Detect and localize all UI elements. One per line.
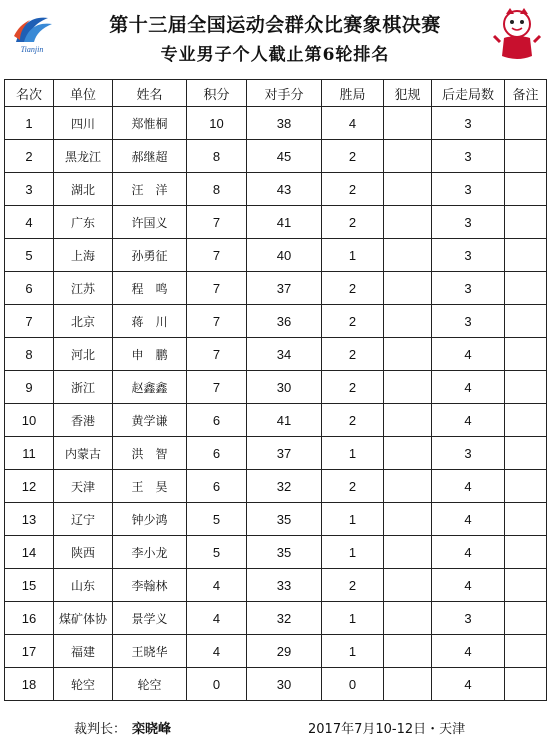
column-header: 后走局数 — [432, 80, 505, 107]
table-row — [5, 602, 547, 635]
cell-unit: 煤矿体协 — [54, 602, 113, 635]
table-row — [5, 569, 547, 602]
cell-unit: 河北 — [54, 338, 113, 371]
cell-name: 郝继超 — [113, 140, 187, 173]
cell-unit: 湖北 — [54, 173, 113, 206]
column-header: 胜局 — [322, 80, 384, 107]
cell-wins: 1 — [322, 635, 384, 668]
cell-wins: 2 — [322, 371, 384, 404]
cell-rank: 16 — [5, 602, 54, 635]
cell-wins: 2 — [322, 305, 384, 338]
cell-points: 4 — [187, 635, 247, 668]
cell-points: 7 — [187, 305, 247, 338]
column-header: 备注 — [505, 80, 547, 107]
cell-name: 赵鑫鑫 — [113, 371, 187, 404]
cell-wins: 2 — [322, 272, 384, 305]
cell-opp: 37 — [247, 272, 322, 305]
column-header: 积分 — [187, 80, 247, 107]
cell-opp: 29 — [247, 635, 322, 668]
referee-line — [74, 718, 171, 737]
table-row — [5, 239, 547, 272]
cell-fouls — [384, 272, 432, 305]
cell-name: 洪 智 — [113, 437, 187, 470]
cell-black: 4 — [432, 668, 505, 701]
cell-opp: 30 — [247, 371, 322, 404]
cell-note — [505, 569, 547, 602]
table-row — [5, 206, 547, 239]
cell-rank: 12 — [5, 470, 54, 503]
cell-unit: 北京 — [54, 305, 113, 338]
cell-black: 4 — [432, 635, 505, 668]
cell-note — [505, 503, 547, 536]
cell-note — [505, 338, 547, 371]
cell-points: 6 — [187, 437, 247, 470]
cell-fouls — [384, 239, 432, 272]
table-row — [5, 338, 547, 371]
cell-note — [505, 371, 547, 404]
cell-black: 3 — [432, 107, 505, 140]
column-header: 对手分 — [247, 80, 322, 107]
cell-wins: 1 — [322, 503, 384, 536]
cell-black: 3 — [432, 602, 505, 635]
cell-note — [505, 107, 547, 140]
cell-unit: 轮空 — [54, 668, 113, 701]
document-header — [0, 0, 550, 76]
cell-points: 7 — [187, 338, 247, 371]
cell-opp: 32 — [247, 470, 322, 503]
cell-wins: 2 — [322, 338, 384, 371]
table-row — [5, 404, 547, 437]
cell-unit: 浙江 — [54, 371, 113, 404]
cell-opp: 34 — [247, 338, 322, 371]
cell-opp: 35 — [247, 536, 322, 569]
ranking-table — [4, 79, 547, 701]
cell-black: 3 — [432, 173, 505, 206]
cell-unit: 辽宁 — [54, 503, 113, 536]
cell-name: 孙勇征 — [113, 239, 187, 272]
cell-fouls — [384, 338, 432, 371]
table-row — [5, 470, 547, 503]
cell-fouls — [384, 206, 432, 239]
cell-points: 4 — [187, 602, 247, 635]
cell-rank: 6 — [5, 272, 54, 305]
cell-unit: 福建 — [54, 635, 113, 668]
cell-note — [505, 668, 547, 701]
cell-note — [505, 140, 547, 173]
cell-rank: 15 — [5, 569, 54, 602]
table-row — [5, 668, 547, 701]
cell-wins: 2 — [322, 140, 384, 173]
cell-name: 申 鹏 — [113, 338, 187, 371]
cell-points: 5 — [187, 503, 247, 536]
table-header-row — [5, 80, 547, 107]
cell-fouls — [384, 635, 432, 668]
cell-note — [505, 602, 547, 635]
cell-black: 4 — [432, 536, 505, 569]
cell-points: 8 — [187, 140, 247, 173]
page-subtitle: 专业男子个人截止第6轮排名 — [160, 45, 390, 65]
cell-unit: 山东 — [54, 569, 113, 602]
cell-points: 6 — [187, 404, 247, 437]
cell-unit: 香港 — [54, 404, 113, 437]
cell-rank: 13 — [5, 503, 54, 536]
cell-note — [505, 173, 547, 206]
cell-fouls — [384, 140, 432, 173]
cell-opp: 40 — [247, 239, 322, 272]
cell-unit: 黑龙江 — [54, 140, 113, 173]
cell-black: 3 — [432, 206, 505, 239]
cell-opp: 38 — [247, 107, 322, 140]
cell-opp: 33 — [247, 569, 322, 602]
cell-wins: 1 — [322, 239, 384, 272]
cell-opp: 30 — [247, 668, 322, 701]
cell-fouls — [384, 503, 432, 536]
cell-rank: 14 — [5, 536, 54, 569]
cell-rank: 8 — [5, 338, 54, 371]
referee-label: 裁判长： — [74, 722, 127, 737]
cell-unit: 上海 — [54, 239, 113, 272]
cell-unit: 内蒙古 — [54, 437, 113, 470]
cell-points: 8 — [187, 173, 247, 206]
cell-black: 3 — [432, 239, 505, 272]
cell-note — [505, 239, 547, 272]
cell-wins: 2 — [322, 404, 384, 437]
cell-fouls — [384, 107, 432, 140]
cell-rank: 9 — [5, 371, 54, 404]
cell-wins: 2 — [322, 470, 384, 503]
cell-black: 4 — [432, 470, 505, 503]
cell-unit: 四川 — [54, 107, 113, 140]
cell-fouls — [384, 602, 432, 635]
table-row — [5, 173, 547, 206]
cell-rank: 1 — [5, 107, 54, 140]
table-body — [5, 107, 547, 701]
page-title: 第十三届全国运动会群众比赛象棋决赛 — [109, 14, 441, 36]
cell-name: 黄学谦 — [113, 404, 187, 437]
date-place: 2017年7月10-12日・天津 — [308, 722, 466, 737]
cell-rank: 7 — [5, 305, 54, 338]
cell-wins: 2 — [322, 569, 384, 602]
cell-black: 4 — [432, 569, 505, 602]
cell-black: 4 — [432, 371, 505, 404]
cell-name: 王晓华 — [113, 635, 187, 668]
cell-name: 蒋 川 — [113, 305, 187, 338]
cell-fouls — [384, 371, 432, 404]
cell-points: 5 — [187, 536, 247, 569]
table-row — [5, 272, 547, 305]
cell-black: 3 — [432, 272, 505, 305]
cell-points: 6 — [187, 470, 247, 503]
cell-name: 郑惟桐 — [113, 107, 187, 140]
cell-wins: 2 — [322, 173, 384, 206]
column-header: 名次 — [5, 80, 54, 107]
cell-name: 景学义 — [113, 602, 187, 635]
cell-note — [505, 272, 547, 305]
referee-name: 栾晓峰 — [132, 722, 172, 737]
cell-name: 李翰林 — [113, 569, 187, 602]
cell-fouls — [384, 305, 432, 338]
cell-black: 3 — [432, 140, 505, 173]
cell-unit: 广东 — [54, 206, 113, 239]
cell-fouls — [384, 437, 432, 470]
cell-unit: 江苏 — [54, 272, 113, 305]
cell-rank: 11 — [5, 437, 54, 470]
table-row — [5, 140, 547, 173]
cell-wins: 0 — [322, 668, 384, 701]
cell-note — [505, 206, 547, 239]
cell-name: 许国义 — [113, 206, 187, 239]
cell-black: 4 — [432, 338, 505, 371]
cell-note — [505, 437, 547, 470]
cell-name: 轮空 — [113, 668, 187, 701]
cell-opp: 41 — [247, 206, 322, 239]
cell-opp: 35 — [247, 503, 322, 536]
cell-name: 钟少鸿 — [113, 503, 187, 536]
cell-fouls — [384, 173, 432, 206]
cell-unit: 陕西 — [54, 536, 113, 569]
cell-name: 李小龙 — [113, 536, 187, 569]
cell-name: 汪 洋 — [113, 173, 187, 206]
cell-points: 7 — [187, 206, 247, 239]
cell-black: 4 — [432, 503, 505, 536]
cell-black: 3 — [432, 305, 505, 338]
cell-points: 7 — [187, 272, 247, 305]
cell-opp: 45 — [247, 140, 322, 173]
cell-points: 4 — [187, 569, 247, 602]
table-row — [5, 437, 547, 470]
cell-points: 7 — [187, 371, 247, 404]
cell-opp: 41 — [247, 404, 322, 437]
cell-note — [505, 635, 547, 668]
cell-rank: 5 — [5, 239, 54, 272]
cell-opp: 37 — [247, 437, 322, 470]
cell-opp: 43 — [247, 173, 322, 206]
cell-note — [505, 404, 547, 437]
cell-fouls — [384, 536, 432, 569]
cell-opp: 32 — [247, 602, 322, 635]
cell-rank: 4 — [5, 206, 54, 239]
cell-name: 王 昊 — [113, 470, 187, 503]
cell-black: 4 — [432, 404, 505, 437]
mascot-icon — [492, 6, 542, 62]
cell-wins: 4 — [322, 107, 384, 140]
cell-points: 0 — [187, 668, 247, 701]
table-row — [5, 503, 547, 536]
cell-fouls — [384, 668, 432, 701]
cell-note — [505, 536, 547, 569]
table-row — [5, 107, 547, 140]
cell-rank: 17 — [5, 635, 54, 668]
cell-points: 10 — [187, 107, 247, 140]
cell-wins: 1 — [322, 536, 384, 569]
column-header: 犯规 — [384, 80, 432, 107]
table-row — [5, 371, 547, 404]
table-row — [5, 536, 547, 569]
cell-fouls — [384, 569, 432, 602]
cell-name: 程 鸣 — [113, 272, 187, 305]
column-header: 单位 — [54, 80, 113, 107]
cell-rank: 18 — [5, 668, 54, 701]
cell-black: 3 — [432, 437, 505, 470]
table-row — [5, 635, 547, 668]
cell-fouls — [384, 404, 432, 437]
cell-note — [505, 305, 547, 338]
cell-rank: 2 — [5, 140, 54, 173]
cell-note — [505, 470, 547, 503]
cell-unit: 天津 — [54, 470, 113, 503]
cell-wins: 1 — [322, 602, 384, 635]
cell-rank: 3 — [5, 173, 54, 206]
cell-opp: 36 — [247, 305, 322, 338]
cell-wins: 1 — [322, 437, 384, 470]
cell-points: 7 — [187, 239, 247, 272]
cell-fouls — [384, 470, 432, 503]
column-header: 姓名 — [113, 80, 187, 107]
table-row — [5, 305, 547, 338]
cell-wins: 2 — [322, 206, 384, 239]
cell-rank: 10 — [5, 404, 54, 437]
logo-left-text: Tianjin — [20, 45, 44, 54]
